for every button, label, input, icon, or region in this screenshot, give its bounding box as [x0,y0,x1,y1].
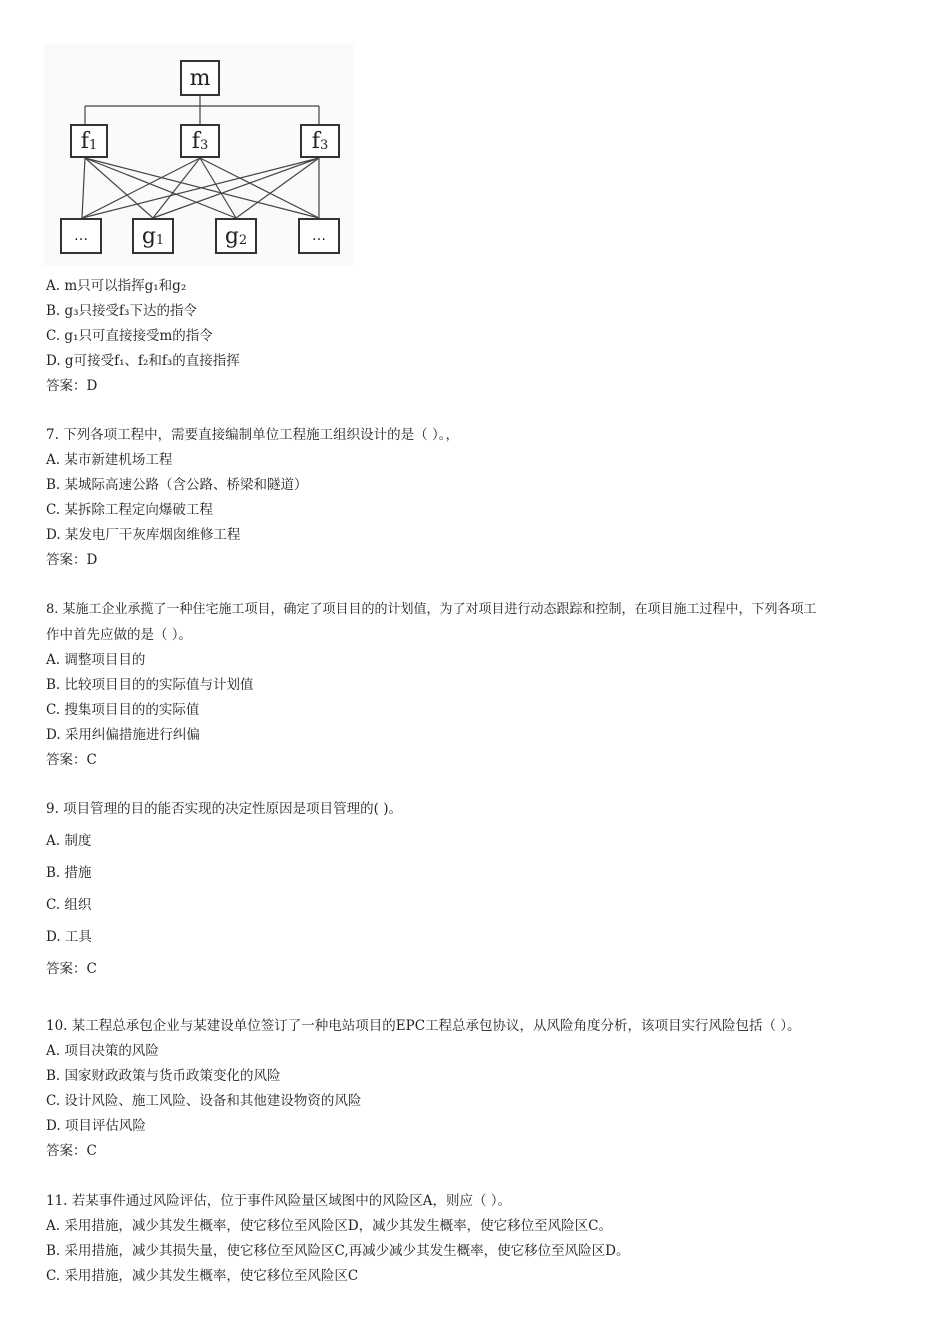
q11-option-c: C. 采用措施，减少其发生概率，使它移位至风险区C [46,1268,359,1284]
node-g1-base: g [141,223,156,249]
q10-option-b: B. 国家财政政策与货币政策变化的风险 [46,1068,281,1084]
q6-option-c: C. g₁只可直接接受m的指令 [46,328,213,344]
q9-option-b: B. 措施 [46,865,92,881]
q11-option-b: B. 采用措施，减少其损失量，使它移位至风险区C,再减少减少其发生概率，使它移位至风险区D。 [46,1243,630,1259]
node-ellipsis-right [298,218,340,254]
q6-option-b: B. g₃只接受f₃下达的指令 [46,303,197,319]
node-g1 [132,218,174,254]
node-g1-sub: 1 [155,232,165,248]
q8-stem-line1: 8. 某施工企业承揽了一种住宅施工项目，确定了项目目的的计划值，为了对项目进行动态跟踪和控制，在项目施工过程中，下列各项工 [46,602,817,617]
q10-option-c: C. 设计风险、施工风险、设备和其他建设物资的风险 [46,1093,362,1109]
q6-answer: 答案：D [46,378,98,394]
q9-answer: 答案：C [46,961,97,977]
node-f3-right-sub: 3 [319,137,329,153]
q8-option-a: A. 调整项目目的 [46,652,146,668]
node-g2 [215,218,257,254]
q7-option-a: A. 某市新建机场工程 [46,452,173,468]
node-f3-right [300,124,340,158]
node-f3-middle-base: f [191,128,200,154]
q7-option-b: B. 某城际高速公路（含公路、桥梁和隧道） [46,477,308,493]
q11-stem: 11. 若某事件通过风险评估，位于事件风险量区域图中的风险区A，则应（ ）。 [46,1193,512,1209]
q8-stem-line2: 作中首先应做的是（ ）。 [46,627,193,643]
node-g2-sub: 2 [238,232,248,248]
node-f3-middle-sub: 3 [199,137,209,153]
organization-chart-figure [44,44,354,266]
q8-option-d: D. 采用纠偏措施进行纠偏 [46,727,200,743]
node-f3-middle [180,124,220,158]
node-ellipsis-right-label: … [312,228,326,244]
q8-option-b: B. 比较项目目的的实际值与计划值 [46,677,254,693]
node-f1-base: f [80,128,89,154]
q8-answer: 答案：C [46,752,97,768]
node-m [180,60,220,96]
q8-option-c: C. 搜集项目目的的实际值 [46,702,200,718]
node-g2-base: g [224,223,239,249]
node-ellipsis-left [60,218,102,254]
q6-option-a: A. m只可以指挥g₁和g₂ [46,278,187,294]
q9-option-c: C. 组织 [46,897,92,913]
q9-option-a: A. 制度 [46,833,92,849]
q9-option-d: D. 工具 [46,929,92,945]
node-ellipsis-left-label: … [74,228,88,244]
node-f1-sub: 1 [88,137,98,153]
q7-option-c: C. 某拆除工程定向爆破工程 [46,502,213,518]
q10-stem: 10. 某工程总承包企业与某建设单位签订了一种电站项目的EPC工程总承包协议，从风险角度分析，该项目实行风险包括（ ）。 [46,1018,801,1034]
q7-option-d: D. 某发电厂干灰库烟囱维修工程 [46,527,241,543]
q6-option-d: D. g可接受f₁、f₂和f₃的直接指挥 [46,353,240,369]
q7-stem: 7. 下列各项工程中，需要直接编制单位工程施工组织设计的是（ ）。， [46,427,459,443]
q9-stem: 9. 项目管理的目的能否实现的决定性原因是项目管理的( )。 [46,801,402,817]
node-f1 [70,124,108,158]
q7-answer: 答案：D [46,552,98,568]
node-f3-right-base: f [311,128,320,154]
q11-option-a: A. 采用措施，减少其发生概率，使它移位至风险区D，减少其发生概率，使它移位至风险区C。 [46,1218,612,1234]
q10-option-a: A. 项目决策的风险 [46,1043,159,1059]
node-m-label: m [189,65,211,91]
q10-option-d: D. 项目评估风险 [46,1118,146,1134]
q10-answer: 答案：C [46,1143,97,1159]
